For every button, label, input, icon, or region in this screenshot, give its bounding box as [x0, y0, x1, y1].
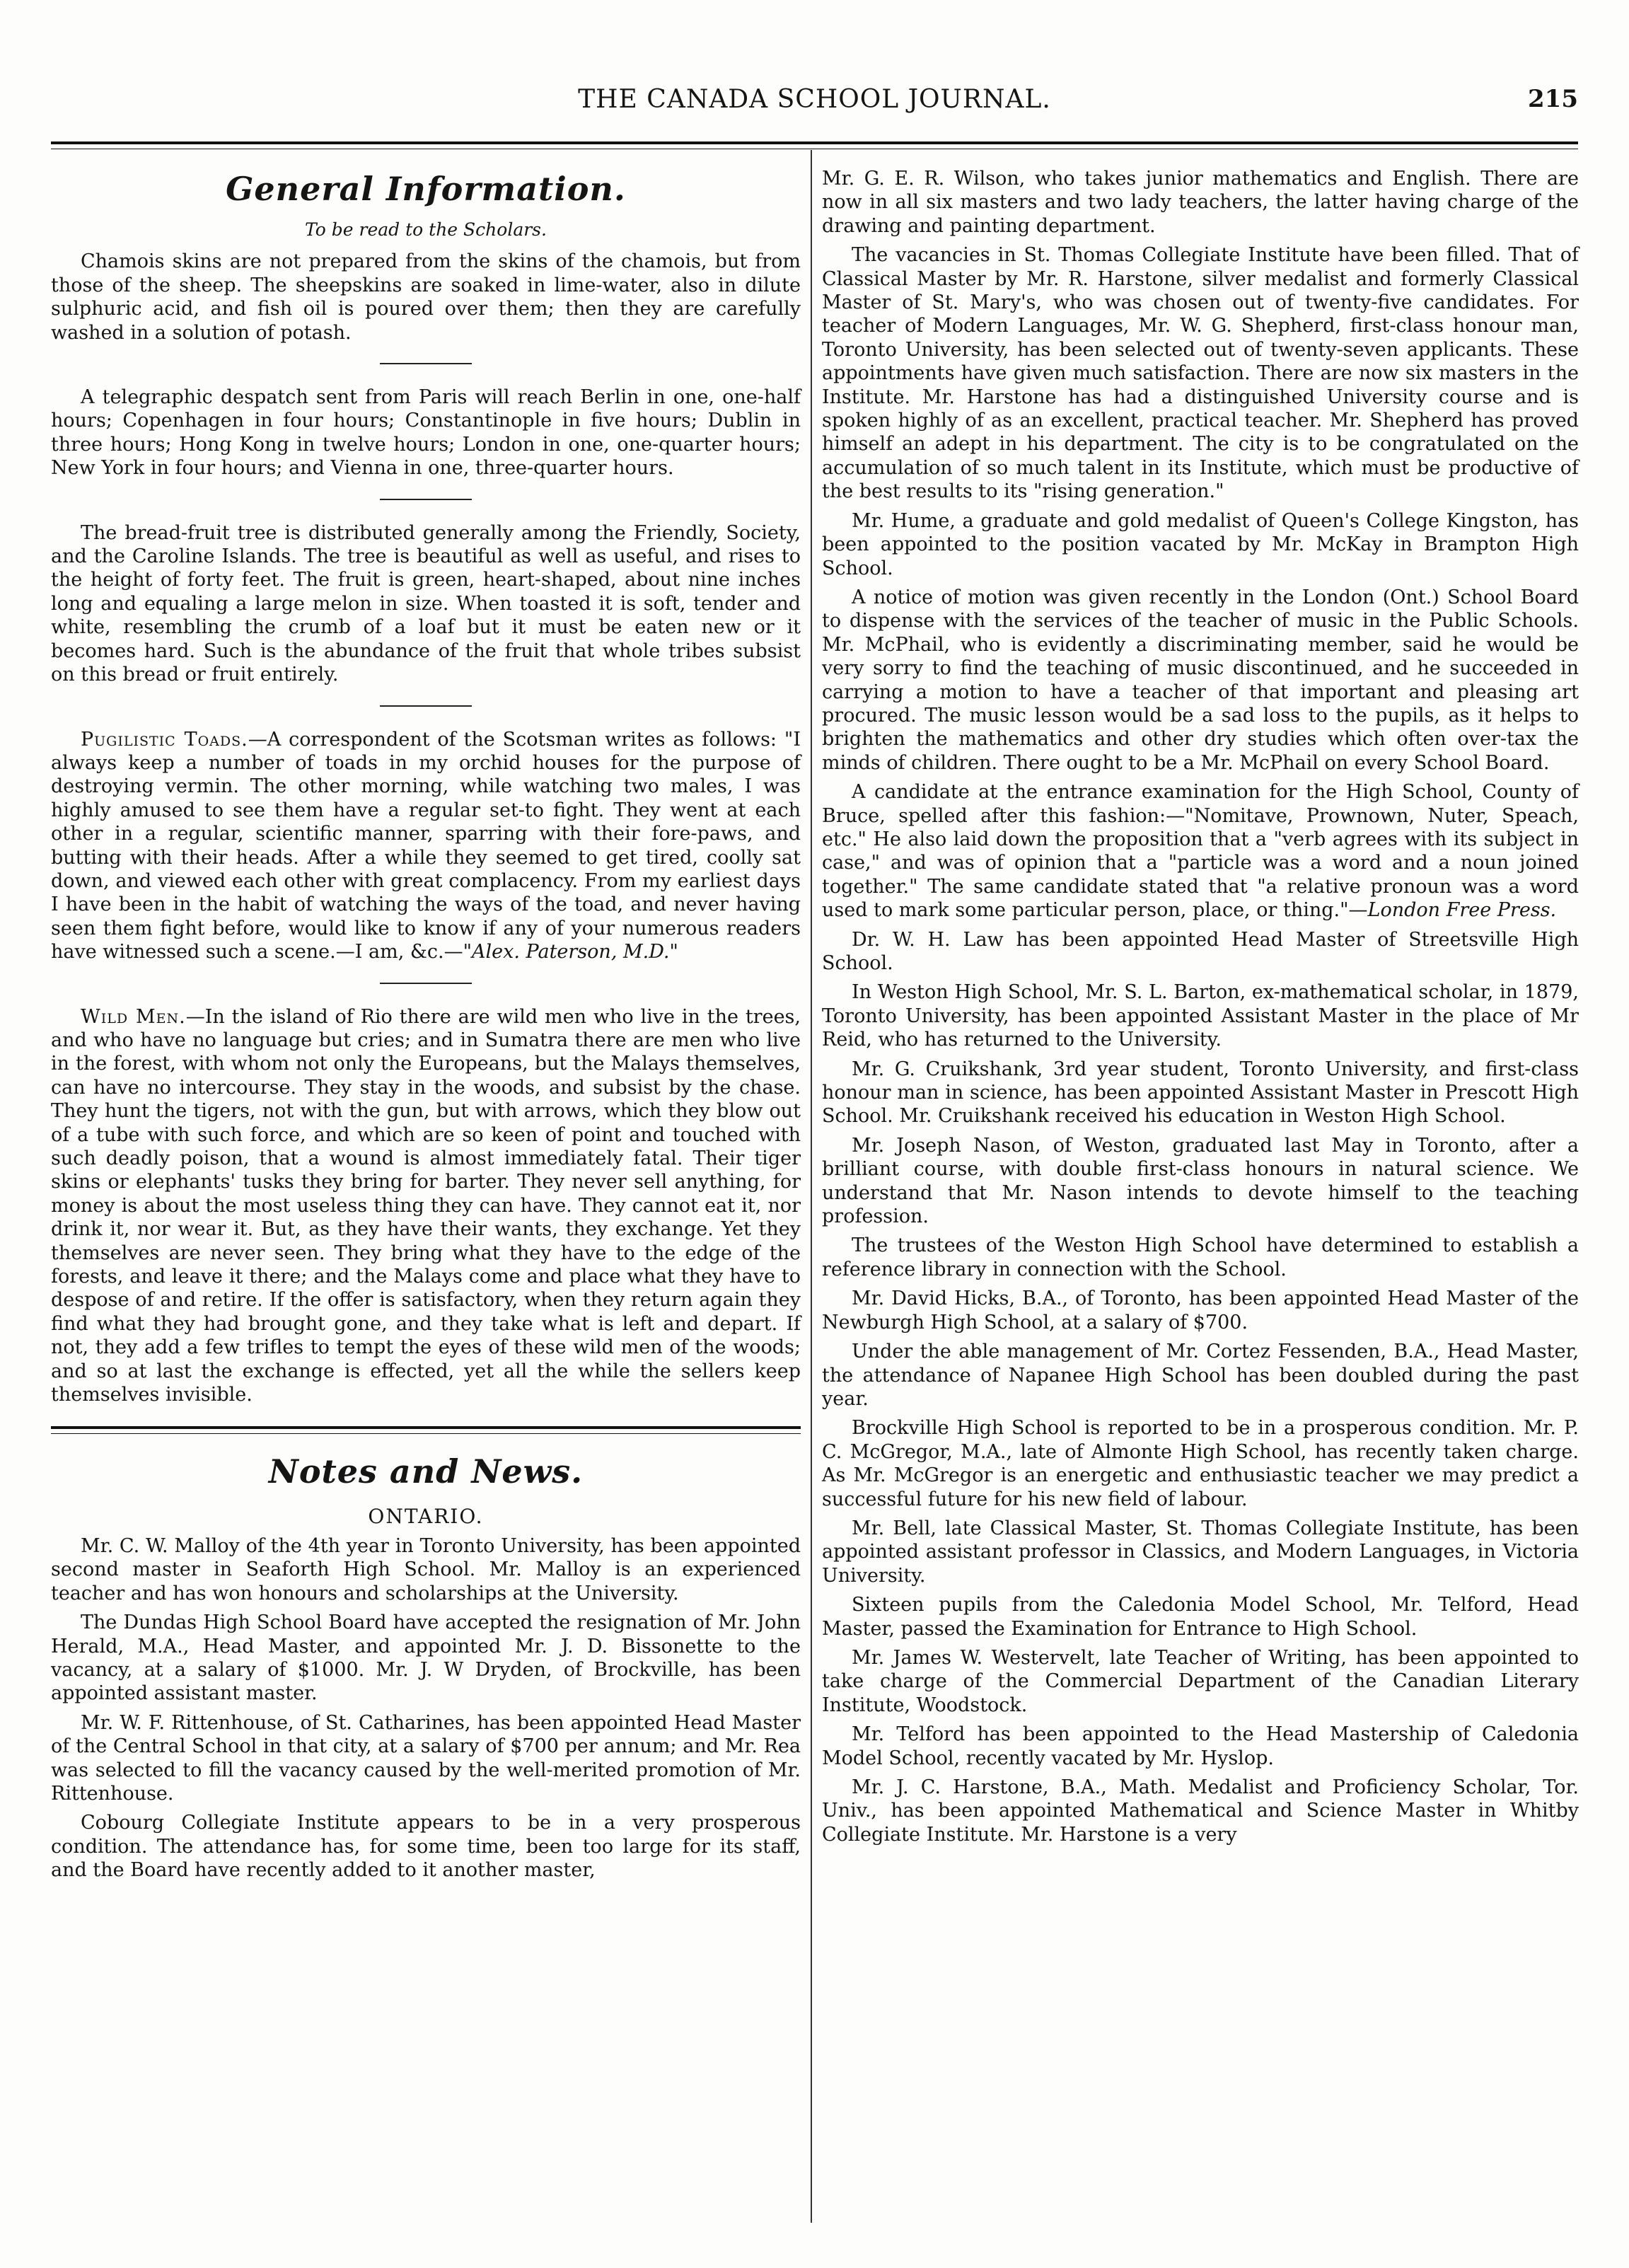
page-number: 215 — [1528, 85, 1578, 113]
news-text: A notice of motion was given recently in the London (Ont.) School Board to dispense with the services of the teacher of music in the Public Schools. Mr. McPhail, who is evidently a discriminating member, said he would be very sorry to find the teaching of music discontinued, and he succeeded in carrying a motion to have a teacher of that important and pleasing art procured. The music lesson would be a sad loss to the pupils, as it helps to brighten the mathematics and other dry studies which often over-tax the minds of children. There ought to be a Mr. McPhail on every School Board. — [822, 586, 1579, 774]
news-item — [822, 928, 1579, 976]
news-text: Dr. W. H. Law has been appointed Head Master of Streetsville High School. — [822, 928, 1579, 974]
news-text: Brockville High School is reported to be in a prosperous condition. Mr. P. C. McGregor, M.A., late of Almonte High School, has recently taken charge. As Mr. McGregor is an energetic and enthusiastic teacher we may predict a successful future for his new field of labour. — [822, 1417, 1579, 1510]
news-item — [822, 1416, 1579, 1511]
news-item — [822, 1134, 1579, 1229]
article-pugilistic-toads — [51, 728, 801, 964]
news-text: Sixteen pupils from the Caledonia Model School, Mr. Telford, Head Master, passed the Examination for Entrance to High School. — [822, 1594, 1579, 1640]
region-heading: ONTARIO. — [368, 1505, 484, 1529]
left-column — [51, 167, 801, 2233]
news-text: Mr. J. C. Harstone, B.A., Math. Medalist and Proficiency Scholar, Tor. Univ., has been appointed Mathematical and Science Master in Whitby Collegiate Institute. Mr. Harstone is a very — [822, 1776, 1579, 1846]
news-text: In Weston High School, Mr. S. L. Barton, ex-mathematical scholar, in 1879, Toronto University, has been appointed Assistant Master in the place of Mr Reid, who has returned to the University. — [822, 981, 1579, 1051]
article-separator — [380, 705, 472, 707]
section-rule — [51, 1426, 801, 1434]
article-separator — [380, 499, 472, 500]
news-item: Mr. C. W. Malloy of the 4th year in Toronto University, has been appointed second master in Seaforth High School. Mr. Malloy is an experienced teacher and has won honours and scholarships at the University. — [51, 1534, 801, 1604]
article-telegraph — [51, 386, 801, 480]
article-lead: Pugilistic Toads. — [81, 728, 248, 751]
news-item — [822, 586, 1579, 775]
notes-and-news-heading: Notes and News. — [268, 1452, 584, 1491]
news-text: A candidate at the entrance examination for the High School, County of Bruce, spelled after this fashion:—"Nomitave, Prownown, Nuter, Speach, etc." He also laid down the proposition that a "verb agrees with its subject in case," and was of opinion that a "particle was a word and a noun joined together." The same candidate stated that "a relative pronoun was a word used to mark some particular person, place, or thing."— — [822, 781, 1579, 922]
news-item — [822, 1646, 1579, 1717]
column-divider — [811, 150, 812, 2223]
news-item — [822, 1340, 1579, 1411]
news-item — [822, 1234, 1579, 1281]
news-item — [822, 780, 1579, 922]
journal-title: THE CANADA SCHOOL JOURNAL. — [578, 85, 1051, 114]
news-text: Mr. G. E. R. Wilson, who takes junior mathematics and English. There are now in all six masters and two lady teachers, the latter having charge of the drawing and painting department. — [822, 168, 1579, 237]
news-item — [822, 167, 1579, 238]
news-item — [822, 1723, 1579, 1770]
news-attribution: London Free Press. — [1367, 899, 1557, 922]
article-bread-fruit — [51, 521, 801, 687]
news-text: Mr. James W. Westervelt, late Teacher of Writing, has been appointed to take charge of the Commercial Department of the Canadian Literary Institute, Woodstock. — [822, 1646, 1579, 1716]
article-lead: Wild Men. — [81, 1005, 186, 1028]
news-text: Under the able management of Mr. Cortez Fessenden, B.A., Head Master, the attendance of Napanee High School has been doubled during the past year. — [822, 1341, 1579, 1410]
news-item — [822, 1517, 1579, 1587]
news-item — [822, 980, 1579, 1051]
article-text: The bread-fruit tree is distributed generally among the Friendly, Society, and the Caroline Islands. The tree is beautiful as well as useful, and rises to the height of forty feet. The fruit is green, heart-shaped, about nine inches long and equaling a large melon in size. When toasted it is soft, tender and white, resembling the crumb of a loaf but it must be eaten new or it becomes hard. Such is the abundance of the fruit that whole tribes subsist on this bread or fruit entirely. — [51, 521, 801, 686]
article-wild-men — [51, 1005, 801, 1407]
article-separator — [380, 983, 472, 984]
header-rule — [51, 141, 1578, 149]
news-text: The trustees of the Weston High School have determined to establish a reference library in connection with the School. — [822, 1234, 1579, 1280]
news-text: Mr. Telford has been appointed to the Head Mastership of Caledonia Model School, recently vacated by Mr. Hyslop. — [822, 1723, 1579, 1769]
news-item — [822, 509, 1579, 580]
news-item: Cobourg Collegiate Institute appears to be in a very prosperous condition. The attendance has, for some time, been too large for its staff, and the Board have recently added to it another master, — [51, 1812, 801, 1882]
news-text: The vacancies in St. Thomas Collegiate Institute have been filled. That of Classical Master by Mr. R. Harstone, silver medalist and formerly Classical Master of St. Mary's, who was chosen out of twenty-five candidates. For teacher of Modern Languages, Mr. W. G. Shepherd, first-class honour man, Toronto University, has been selected out of twenty-seven applicants. These appointments have given much satisfaction. There are now six masters in the Institute. Mr. Harstone has had a distinguished University course and is spoken highly of as an excellent, practical teacher. Mr. Shepherd has proved himself an adept in his department. The city is to be congratulated on the accumulation of so much talent in its Institute, which must be productive of the best results to its "rising generation." — [822, 244, 1579, 503]
general-information-heading: General Information. — [226, 170, 626, 208]
right-column — [822, 167, 1579, 2233]
news-item — [822, 1287, 1579, 1334]
general-information-subheading: To be read to the Scholars. — [305, 219, 547, 240]
article-chamois — [51, 250, 801, 345]
news-item — [822, 243, 1579, 503]
page-header — [51, 85, 1578, 127]
news-item — [822, 1593, 1579, 1641]
article-separator — [380, 363, 472, 364]
news-item: The Dundas High School Board have accepted the resignation of Mr. John Herald, M.A., Head Master, and appointed Mr. J. D. Bissonette to the vacancy, at a salary of $1000. Mr. J. W Dryden, of Brockville, has been appointed assistant master. — [51, 1612, 801, 1705]
article-text: —In the island of Rio there are wild men who live in the trees, and who have no language but cries; and in Sumatra there are men who live in the forest, with whom not only the Europeans, but the Malays themselves, can have no intercourse. They stay in the woods, and subsist by the chase. They hunt the tigers, not with the gun, but with arrows, which they blow out of a tube with such force, and which are so keen of point and touched with such deadly poison, that a wound is almost immediately fatal. Their tiger skins or elephants' tusks they bring for barter. They never sell anything, for money is about the most useless thing they can have. They cannot eat it, nor drink it, nor wear it. But, as they have their wants, they exchange. Yet they themselves are never seen. They bring what they have to the edge of the forests, and leave it there; and the Malays come and place what they have to despose of and retire. If the offer is satisfactory, when they return again they find what they had brought gone, and they take what is left and depart. If not, they add a few trifles to tempt the eyes of these wild men of the woods; and so at last the exchange is effected, yet all the while the sellers keep themselves invisible. — [51, 1005, 801, 1406]
article-attribution: "Alex. Paterson, M.D." — [463, 941, 678, 964]
article-text: A telegraphic despatch sent from Paris will reach Berlin in one, one-half hours; Copenhagen in four hours; Constantinople in five hours; Dublin in three hours; Hong Kong in twelve hours; London in one, one-quarter hours; New York in four hours; and Vienna in one, three-quarter hours. — [51, 386, 801, 480]
article-text: Chamois skins are not prepared from the skins of the chamois, but from those of the sheep. The sheepskins are soaked in lime-water, also in dilute sulphuric acid, and fish oil is poured over them; then they are carefully washed in a solution of potash. — [51, 250, 801, 344]
news-item — [822, 1058, 1579, 1128]
news-text: Mr. Hume, a graduate and gold medalist of Queen's College Kingston, has been appointed to the position vacated by Mr. McKay in Brampton High School. — [822, 509, 1579, 579]
news-text: Mr. Joseph Nason, of Weston, graduated last May in Toronto, after a brilliant course, with double first-class honours in natural science. We understand that Mr. Nason intends to devote himself to the teaching profession. — [822, 1134, 1579, 1228]
news-text: Mr. David Hicks, B.A., of Toronto, has been appointed Head Master of the Newburgh High School, at a salary of $700. — [822, 1288, 1579, 1333]
news-text: Mr. G. Cruikshank, 3rd year student, Toronto University, and first-class honour man in science, has been appointed Assistant Master in Prescott High School. Mr. Cruikshank received his education in Weston High School. — [822, 1058, 1579, 1128]
article-text: —A correspondent of the Scotsman writes as follows: "I always keep a number of toads in my orchid houses for the purpose of destroying vermin. The other morning, while watching two males, I was highly amused to see them have a regular set-to fight. They went at each other in a regular, scientific manner, sparring with their fore-paws, and butting with their heads. After a while they seemed to get tired, coolly sat down, and viewed each other with great complacency. From my earliest days I have been in the habit of watching the ways of the toad, and never having seen them fight before, would like to know if any of your numerous readers have witnessed such a scene.—I am, &c.— — [51, 728, 801, 964]
news-item — [822, 1776, 1579, 1846]
news-text: Mr. Bell, late Classical Master, St. Thomas Collegiate Institute, has been appointed assistant professor in Classics, and Modern Languages, in Victoria University. — [822, 1517, 1579, 1587]
news-item: Mr. W. F. Rittenhouse, of St. Catharines, has been appointed Head Master of the Central School in that city, at a salary of $700 per annum; and Mr. Rea was selected to fill the vacancy caused by the well-merited promotion of Mr. Rittenhouse. — [51, 1711, 801, 1805]
